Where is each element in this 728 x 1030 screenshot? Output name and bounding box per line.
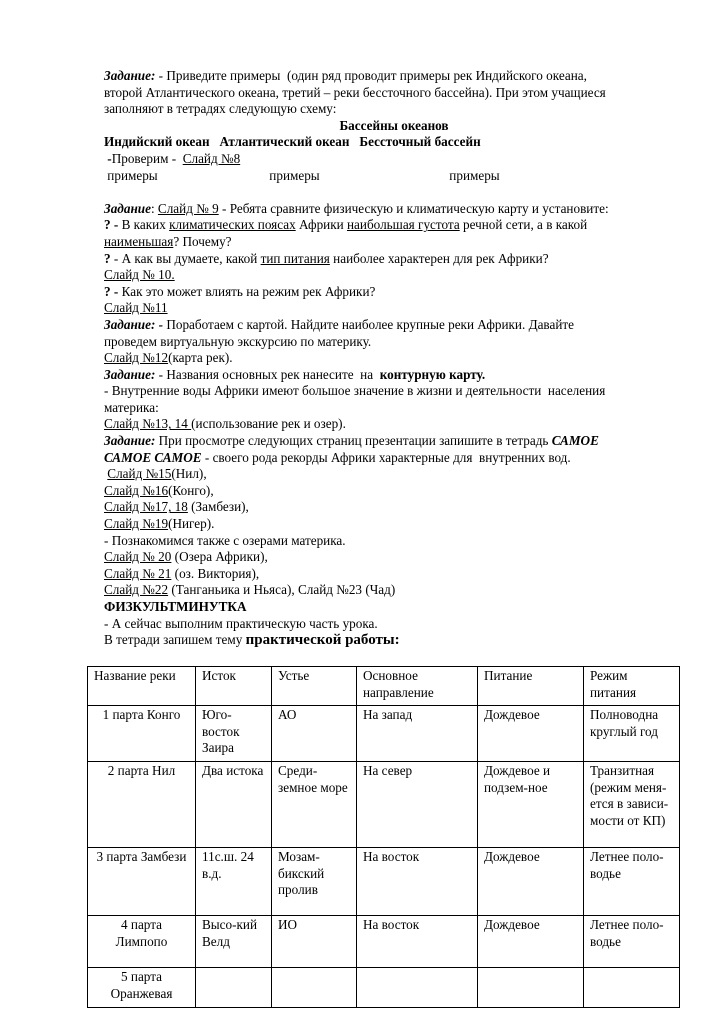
table-cell: 2 парта Нил bbox=[88, 761, 196, 847]
task-records-line: Задание: При просмотре следующих страниц презентации запишите в тетрадь САМОЕ bbox=[104, 433, 599, 449]
slide-19-link[interactable]: Слайд №19 bbox=[104, 516, 169, 532]
table-header-row bbox=[88, 667, 680, 706]
table-cell: На север bbox=[357, 761, 478, 847]
table-row bbox=[88, 761, 680, 847]
table-cell: Юго-восток Заира bbox=[196, 706, 272, 762]
table-cell bbox=[357, 967, 478, 1007]
table-cell: Среди-земное море bbox=[272, 761, 357, 847]
header-cell: Питание bbox=[478, 667, 584, 706]
slide-10-link[interactable]: Слайд № 10. bbox=[104, 267, 175, 283]
task-line-1: Задание: - Приведите примеры (один ряд проводит примеры рек Индийского океана, bbox=[104, 68, 587, 83]
slide-22-link[interactable]: Слайд №22 bbox=[104, 582, 169, 598]
table-cell: 4 парта Лимпопо bbox=[88, 915, 196, 967]
task-contour-line: Задание: - Названия основных рек нанесите на контурную карту. bbox=[104, 366, 486, 382]
task-line-2: второй Атлантического океана, третий – реки бессточного бассейна). При этом учащиеся bbox=[104, 84, 606, 100]
slide-17-link[interactable]: Слайд №17, 18 bbox=[104, 499, 188, 515]
fizkultminutka-heading: ФИЗКУЛЬТМИНУТКА bbox=[104, 599, 247, 614]
table-cell: Два истока bbox=[196, 761, 272, 847]
task-label: Задание: bbox=[104, 68, 156, 83]
table-cell: 3 парта Замбези bbox=[88, 847, 196, 915]
table-cell bbox=[584, 967, 680, 1007]
header-cell: Название реки bbox=[88, 667, 196, 706]
slide-15-link[interactable]: Слайд №15 bbox=[107, 466, 172, 482]
slide-20-link[interactable]: Слайд № 20 bbox=[104, 549, 172, 565]
task-map-line: Задание: - Поработаем с картой. Найдите наиболее крупные реки Африки. Давайте bbox=[104, 316, 575, 332]
check-line: -Проверим - Слайд №8 bbox=[104, 150, 241, 166]
slide-8-link[interactable]: Слайд №8 bbox=[182, 150, 241, 166]
task-9-line: Задание: Слайд № 9 - Ребята сравните физическую и климатическую карту и установите: bbox=[104, 200, 609, 216]
question-1-line-2: наименьшая? Почему? bbox=[104, 233, 232, 249]
slide-11-link[interactable]: Слайд №11 bbox=[104, 300, 168, 316]
slide-13-link[interactable]: Слайд №13, 14 bbox=[104, 416, 192, 432]
table-cell: На запад bbox=[357, 706, 478, 762]
table-cell: Дождевое и подзем-ное bbox=[478, 761, 584, 847]
table-row bbox=[88, 915, 680, 967]
table-cell: 11с.ш. 24 в.д. bbox=[196, 847, 272, 915]
topic-line: В тетради запишем тему практической работы: bbox=[104, 632, 400, 649]
slide-12-link[interactable]: Слайд №12 bbox=[104, 350, 169, 366]
table-cell: ИО bbox=[272, 915, 357, 967]
question-3-line: ? - Как это может влиять на режим рек Африки? bbox=[104, 283, 376, 299]
table-cell: 5 парта Оранжевая bbox=[88, 967, 196, 1007]
slide-16-link[interactable]: Слайд №16 bbox=[104, 482, 169, 498]
table-cell: На восток bbox=[357, 847, 478, 915]
header-cell: Устье bbox=[272, 667, 357, 706]
examples-row: примеры примеры примеры bbox=[107, 167, 500, 183]
table-cell: Полноводна круглый год bbox=[584, 706, 680, 762]
table-cell: Мозам-бикский пролив bbox=[272, 847, 357, 915]
task-line-3: заполняют в тетрадях следующую схему: bbox=[104, 101, 337, 117]
table-cell: Дождевое bbox=[478, 915, 584, 967]
table-cell: Летнее поло-водье bbox=[584, 915, 680, 967]
table-cell bbox=[272, 967, 357, 1007]
table-cell bbox=[478, 967, 584, 1007]
table-cell: На восток bbox=[357, 915, 478, 967]
table-cell: Летнее поло-водье bbox=[584, 847, 680, 915]
table-cell: Дождевое bbox=[478, 847, 584, 915]
table-row bbox=[88, 967, 680, 1007]
question-2-line: ? - А как вы думаете, какой тип питания наиболее характерен для рек Африки? bbox=[104, 250, 549, 266]
scheme-title: Бассейны океанов bbox=[339, 117, 449, 133]
table-row bbox=[88, 847, 680, 915]
table-row bbox=[88, 706, 680, 762]
table-cell: Дождевое bbox=[478, 706, 584, 762]
table-cell: 1 парта Конго bbox=[88, 706, 196, 762]
table-cell: Транзитная (режим меня-ется в зависи-мости от КП) bbox=[584, 761, 680, 847]
header-cell: Основное направление bbox=[357, 667, 478, 706]
basins-row: Индийский океан Атлантический океан Бессточный бассейн bbox=[104, 134, 481, 150]
document-text: Задание: - Приведите примеры (один ряд проводит примеры рек Индийского океана, второй Атлантического океана, третий – реки бессточного бассейна). При этом учащиеся заполняют в тетрадях следующую схему: Бассейны океанов Индийский океан Атлантический океан Бессточный бассейн -Проверим - Слайд №8 примеры примеры примеры Задание: Слайд № 9 - Ребята сравните физическую и климатическую карту и установите: ? - В каких климатических поясах Африки наибольшая густота речной сети, а в какой наименьшая? Почему? ? - А как вы думаете, какой тип питания наиболее характерен для рек Африки? Слайд № 10. ? - Как это может влиять на режим рек Африки? Слайд №11 Задание: - Поработаем с картой. Найдите наиболее крупные реки Африки. Давайте проведем виртуальную экскурсию по материку. Слайд №12(карта рек). Задание: - Названия основных рек нанесите на контурную карту. - Внутренние воды Африки имеют большое значение в жизни и деятельности населения материка: Слайд №13, 14 (использование рек и озер). Задание: При просмотре следующих страниц презентации запишите в тетрадь САМОЕ САМОЕ САМОЕ - своего рода рекорды Африки характерные для внутренних вод. Слайд №15(Нил), Слайд №16(Конго), Слайд №17, 18 (Замбези), Слайд №19(Нигер). - Познакомимся также с озерами материка. Слайд № 20 (Озера Африки), Слайд № 21 (оз. Виктория), Слайд №22 (Танганьика и Ньяса), Слайд №23 (Чад) ФИЗКУЛЬТМИНУТКА - А сейчас выполним практическую часть урока. В тетради запишем тему практической работы: bbox=[104, 68, 684, 649]
slide-21-link[interactable]: Слайд № 21 bbox=[104, 565, 172, 581]
question-1-line: ? - В каких климатических поясах Африки наибольшая густота речной сети, а в какой bbox=[104, 217, 588, 233]
header-cell: Исток bbox=[196, 667, 272, 706]
table-cell: Высо-кий Велд bbox=[196, 915, 272, 967]
header-cell: Режим питания bbox=[584, 667, 680, 706]
slide-9-link[interactable]: Слайд № 9 bbox=[157, 200, 219, 216]
table-cell: АО bbox=[272, 706, 357, 762]
table-cell bbox=[196, 967, 272, 1007]
rivers-table bbox=[87, 666, 680, 1008]
